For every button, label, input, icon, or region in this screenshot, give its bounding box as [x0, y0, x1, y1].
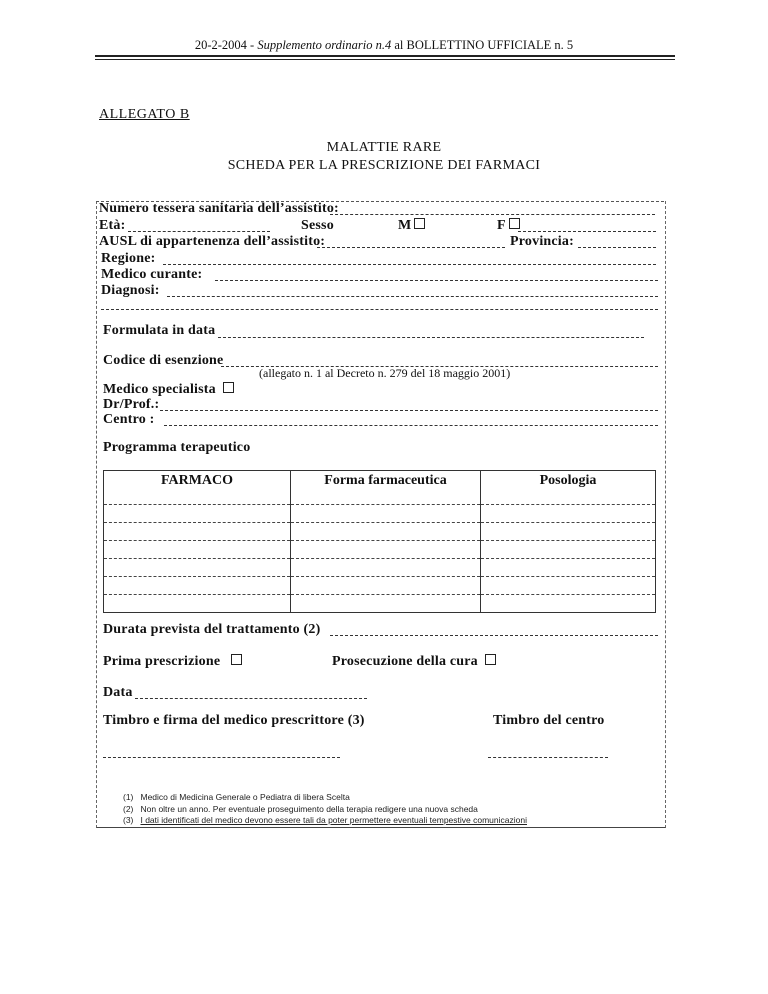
sex-f-label: F [497, 218, 506, 233]
footnote-3 [123, 815, 527, 825]
sex-m-option[interactable] [398, 218, 425, 234]
prima-prescrizione-checkbox[interactable] [231, 654, 242, 665]
cell-forma[interactable] [291, 523, 481, 541]
dr-prof-field[interactable] [160, 410, 658, 411]
form-subtitle: SCHEDA PER LA PRESCRIZIONE DEI FARMACI [227, 158, 541, 173]
cell-farmaco[interactable] [104, 559, 291, 577]
footnote-text: Non oltre un anno. Per eventuale proseguimento della terapia redigere una nuova scheda [140, 804, 478, 814]
diagnosi-field[interactable] [167, 296, 658, 297]
dr-prof-label: Dr/Prof.: [103, 397, 160, 412]
prima-prescrizione-option[interactable] [103, 654, 242, 670]
medico-curante-field[interactable] [215, 280, 658, 281]
provincia-label: Provincia: [510, 234, 574, 249]
eta-field[interactable] [128, 231, 270, 232]
durata-label: Durata prevista del trattamento (2) [103, 622, 321, 637]
timbro-firma-label: Timbro e firma del medico prescrittore (3) [103, 713, 365, 728]
cell-posologia[interactable] [481, 523, 656, 541]
footnote-1 [123, 792, 350, 802]
sex-m-checkbox[interactable] [414, 218, 425, 229]
timbro-centro-label: Timbro del centro [493, 713, 605, 728]
drug-table-header [104, 471, 656, 505]
drug-table [103, 470, 656, 613]
form-title: MALATTIE RARE [326, 140, 442, 155]
data-label: Data [103, 685, 133, 700]
programma-label: Programma terapeutico [103, 440, 251, 455]
diagnosi-label: Diagnosi: [101, 283, 160, 298]
cell-posologia[interactable] [481, 505, 656, 523]
timbro-centro-field[interactable] [488, 757, 608, 758]
formulata-field[interactable] [218, 337, 644, 338]
regione-field[interactable] [163, 264, 656, 265]
sex-f-option[interactable] [497, 218, 520, 234]
formulata-label: Formulata in data [103, 323, 216, 338]
footnote-text: I dati identificati del medico devono essere tali da poter permettere eventuali tempestive comunicazioni [140, 815, 527, 825]
sex-m-label: M [398, 218, 412, 233]
footnote-num: (3) [123, 815, 134, 825]
regione-label: Regione: [101, 251, 156, 266]
provincia-field[interactable] [578, 247, 656, 248]
allegato-note: (allegato n. 1 al Decreto n. 279 del 18 maggio 2001) [259, 366, 511, 380]
tessera-label: Numero tessera sanitaria dell’assistito: [99, 201, 339, 216]
sex-f-checkbox[interactable] [509, 218, 520, 229]
header-rule-thin [95, 59, 675, 60]
centro-label: Centro : [103, 412, 155, 427]
durata-field[interactable] [330, 635, 658, 636]
prosecuzione-checkbox[interactable] [485, 654, 496, 665]
sesso-label: Sesso [301, 218, 334, 233]
table-row [104, 559, 656, 577]
table-row [104, 577, 656, 595]
page-header [0, 38, 768, 53]
codice-label: Codice di esenzione [103, 353, 224, 368]
data-field[interactable] [135, 698, 367, 699]
ausl-field[interactable] [317, 247, 505, 248]
footnote-2 [123, 804, 478, 814]
table-row [104, 595, 656, 613]
cell-forma[interactable] [291, 505, 481, 523]
cell-posologia[interactable] [481, 559, 656, 577]
cell-posologia[interactable] [481, 595, 656, 613]
prosecuzione-option[interactable] [332, 654, 496, 670]
allegato-label: ALLEGATO B [99, 107, 190, 122]
cell-farmaco[interactable] [104, 577, 291, 595]
cell-forma[interactable] [291, 559, 481, 577]
header-bulletin: al BOLLETTINO UFFICIALE n. 5 [391, 38, 574, 52]
col-farmaco: FARMACO [104, 471, 291, 505]
table-row [104, 523, 656, 541]
medico-specialista-label: Medico specialista [103, 382, 216, 397]
cell-forma[interactable] [291, 595, 481, 613]
footnote-num: (2) [123, 804, 134, 814]
cell-posologia[interactable] [481, 577, 656, 595]
cell-farmaco[interactable] [104, 505, 291, 523]
header-date: 20-2-2004 - [194, 38, 258, 52]
eta-label: Età: [99, 218, 126, 233]
cell-forma[interactable] [291, 577, 481, 595]
table-row [104, 505, 656, 523]
col-posologia: Posologia [481, 471, 656, 505]
cell-farmaco[interactable] [104, 523, 291, 541]
medico-specialista-option[interactable] [103, 382, 234, 398]
col-forma: Forma farmaceutica [291, 471, 481, 505]
header-rule [95, 55, 675, 57]
diagnosi-field-2[interactable] [101, 309, 658, 310]
ausl-label: AUSL di appartenenza dell’assistito: [99, 234, 326, 249]
centro-field[interactable] [164, 425, 658, 426]
footnote-text: Medico di Medicina Generale o Pediatra di libera Scelta [140, 792, 350, 802]
prosecuzione-label: Prosecuzione della cura [332, 654, 478, 669]
tessera-field[interactable] [330, 214, 655, 215]
cell-posologia[interactable] [481, 541, 656, 559]
medico-specialista-checkbox[interactable] [223, 382, 234, 393]
medico-curante-label: Medico curante: [101, 267, 203, 282]
cell-forma[interactable] [291, 541, 481, 559]
header-supplement: Supplemento ordinario n.4 [257, 38, 392, 52]
footnote-num: (1) [123, 792, 134, 802]
prima-prescrizione-label: Prima prescrizione [103, 654, 221, 669]
cell-farmaco[interactable] [104, 595, 291, 613]
table-row [104, 541, 656, 559]
firma-medico-field[interactable] [103, 757, 340, 758]
sex-extra-line [518, 231, 656, 232]
cell-farmaco[interactable] [104, 541, 291, 559]
